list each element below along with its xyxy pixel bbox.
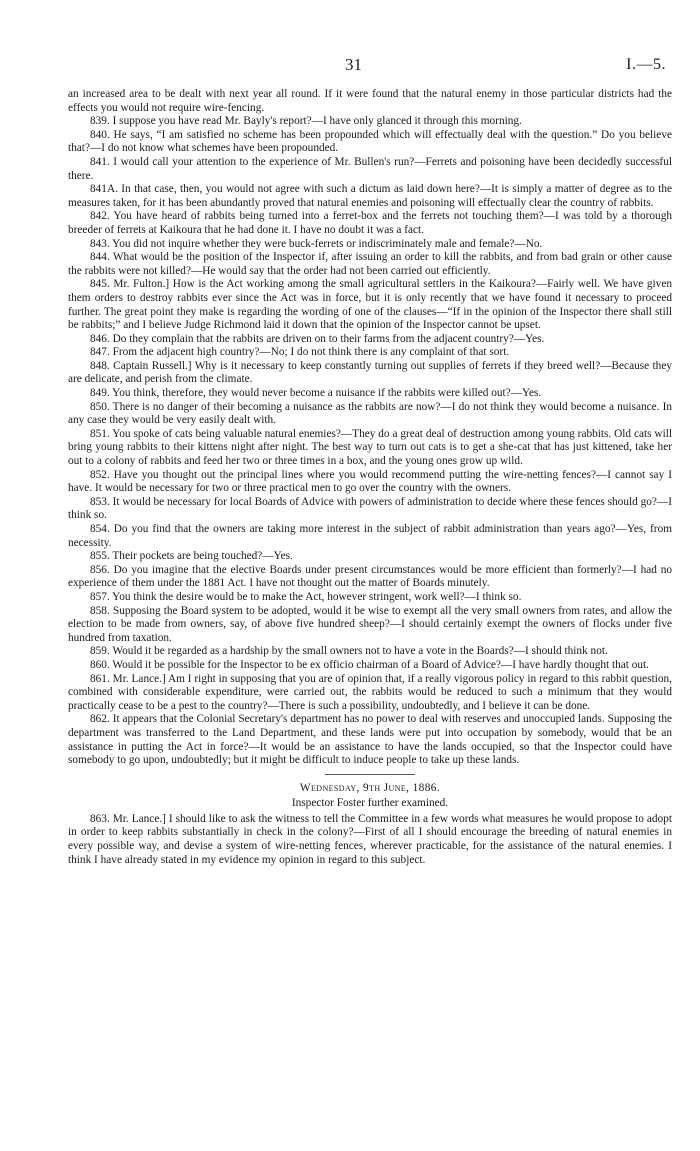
final-paragraph: 863. Mr. Lance.] I should like to ask the witness to tell the Committee in a few words what measures he would propose to adopt in order to keep rabbits substantially in check in the colony?—First of all I should encourage the breeding of natural enemies in every possible way, and devise a system of wire-netting fences, wherever practicable, for the assistance of the natural enemies. I think I have already stated in my evidence my opinion in regard to this subject. xyxy=(68,812,672,866)
page-header xyxy=(0,55,700,82)
question-paragraph: 853. It would be necessary for local Boards of Advice with powers of administration to decide where these fences should go?—I think so. xyxy=(68,495,672,522)
question-paragraph: 839. I suppose you have read Mr. Bayly's report?—I have only glanced it through this morning. xyxy=(90,115,522,128)
question-paragraph: 844. What would be the position of the Inspector if, after issuing an order to kill the rabbits, and from bad grain or other cause the rabbits were not killed?—He would say that the order had not been carried out efficiently. xyxy=(68,251,672,277)
question-paragraph: 862. It appears that the Colonial Secretary's department has no power to deal with reserves and unoccupied lands. Supposing the department was transferred to the Land Department, and these lands were put into occupation by somebody, would that be an assistance in putting the Act in force?—It would be an assistance to have the lands occupied, so that the Inspector could have somebody to go upon, undoubtedly; but it might be difficult to induce people to take up these lands. xyxy=(68,713,672,767)
question-paragraph: 840. He says, “I am satisfied no scheme has been propounded which will effectually deal with the question.” Do you believe that?—I do not know what schemes have been propounded. xyxy=(68,128,672,155)
question-paragraph: 843. You did not inquire whether they were buck-ferrets or indiscriminately male and female?—No. xyxy=(90,237,543,250)
question-paragraph: 848. Captain Russell.] Why is it necessary to keep constantly turning out supplies of ferrets if they breed well?—Because they are delicate, and perish from the climate. xyxy=(68,359,672,386)
question-paragraph: 847. From the adjacent high country?—No; I do not think there is any complaint of that sort. xyxy=(90,346,510,359)
question-paragraph: 851. You spoke of cats being valuable natural enemies?—They do a great deal of destruction among young rabbits. Old cats will bring young rabbits to their kittens night after night. The best way to turn out cats is to get a she-cat that has just kittened, take her out to a colony of rabbits and feed her two or three times in a box, and the young ones grow up wild. xyxy=(68,427,672,468)
question-paragraph: 850. There is no danger of their becoming a nuisance as the rabbits are now?—I do not think they would become a nuisance. In any case they would be very easily dealt with. xyxy=(68,400,672,427)
question-paragraph: 841. I would call your attention to the experience of Mr. Bullen's run?—Ferrets and poisoning have been decidedly successful there. xyxy=(68,155,672,182)
evidence-paragraphs xyxy=(68,88,672,768)
question-paragraph: 842. You have heard of rabbits being turned into a ferret-box and the ferrets not touching them?—I was told by a thorough breeder of ferrets at Kaikoura that he had done it. I have no doubt it was a fact. xyxy=(68,210,672,236)
question-paragraph: 852. Have you thought out the principal lines where you would recommend putting the wire-netting fences?—I cannot say I have. It would be necessary for two or three practical men to go over the country with the owners. xyxy=(68,468,672,495)
question-paragraph: 859. Would it be regarded as a hardship by the small owners not to have a vote in the Boards?—I should think not. xyxy=(90,645,608,658)
question-paragraph: 856. Do you imagine that the elective Boards under present circumstances would be more efficient than formerly?—I had no experience of them under the 1881 Act. I have not thought out the matter of Boards minutely. xyxy=(68,563,672,590)
session-date: Wednesday, 9th June, 1886. xyxy=(299,781,441,794)
question-paragraph: 841A. In that case, then, you would not agree with such a dictum as laid down here?—It is simply a matter of degree as to the measures taken, for it has been abundantly proved that natural enemies and poisoning will effectually clear the country of rabbits. xyxy=(68,183,672,209)
question-paragraph: 846. Do they complain that the rabbits are driven on to their farms from the adjacent country?—Yes. xyxy=(90,332,545,345)
series-number: I.—5. xyxy=(626,56,666,73)
question-paragraph: an increased area to be dealt with next year all round. If it were found that the natural enemy in those particular districts had the effects you would not require wire-fencing. xyxy=(68,88,672,114)
question-paragraph: 854. Do you find that the owners are taking more interest in the subject of rabbit administration than years ago?—Yes, from necessity. xyxy=(68,523,672,549)
question-paragraph: 849. You think, therefore, they would never become a nuisance if the rabbits were killed out?—Yes. xyxy=(90,387,542,400)
question-paragraph: 845. Mr. Fulton.] How is the Act working among the small agricultural settlers in the Kaikoura?—Fairly well. We have given them orders to destroy rabbits ever since the Act was in force, but it is only recently that we have found it necessary to proceed further. The great point they make is regarding the wording of one of the clauses—“If in the opinion of the Inspector there shall still be rabbits;” and I believe Judge Richmond laid it down that the opinion of the Inspector cannot be upset. xyxy=(68,278,672,332)
question-paragraph: 855. Their pockets are being touched?—Yes. xyxy=(90,550,293,563)
witness-line: Inspector Foster further examined. xyxy=(291,797,449,810)
document-body xyxy=(68,88,672,867)
question-paragraph: 860. Would it be possible for the Inspector to be ex officio chairman of a Board of Advice?—I have hardly thought that out. xyxy=(90,658,649,671)
question-paragraph: 858. Supposing the Board system to be adopted, would it be wise to exempt all the very small owners from rates, and allow the election to be made from owners, say, of above five hundred sheep?—I should certainly exempt the owners of flocks under five hundred from taxation. xyxy=(68,604,672,644)
page-number: 31 xyxy=(345,55,362,74)
question-paragraph: 861. Mr. Lance.] Am I right in supposing that you are of opinion that, if a really vigorous policy in regard to this rabbit question, combined with considerable expenditure, were carried out, the rabbits would be reduced to such a minimum that they would practically cease to be a pest to the country?—There is such a possibility, undoubtedly, and I believe it can be done. xyxy=(68,672,672,712)
section-divider xyxy=(325,774,415,775)
question-paragraph: 857. You think the desire would be to make the Act, however stringent, work well?—I think so. xyxy=(90,590,522,603)
